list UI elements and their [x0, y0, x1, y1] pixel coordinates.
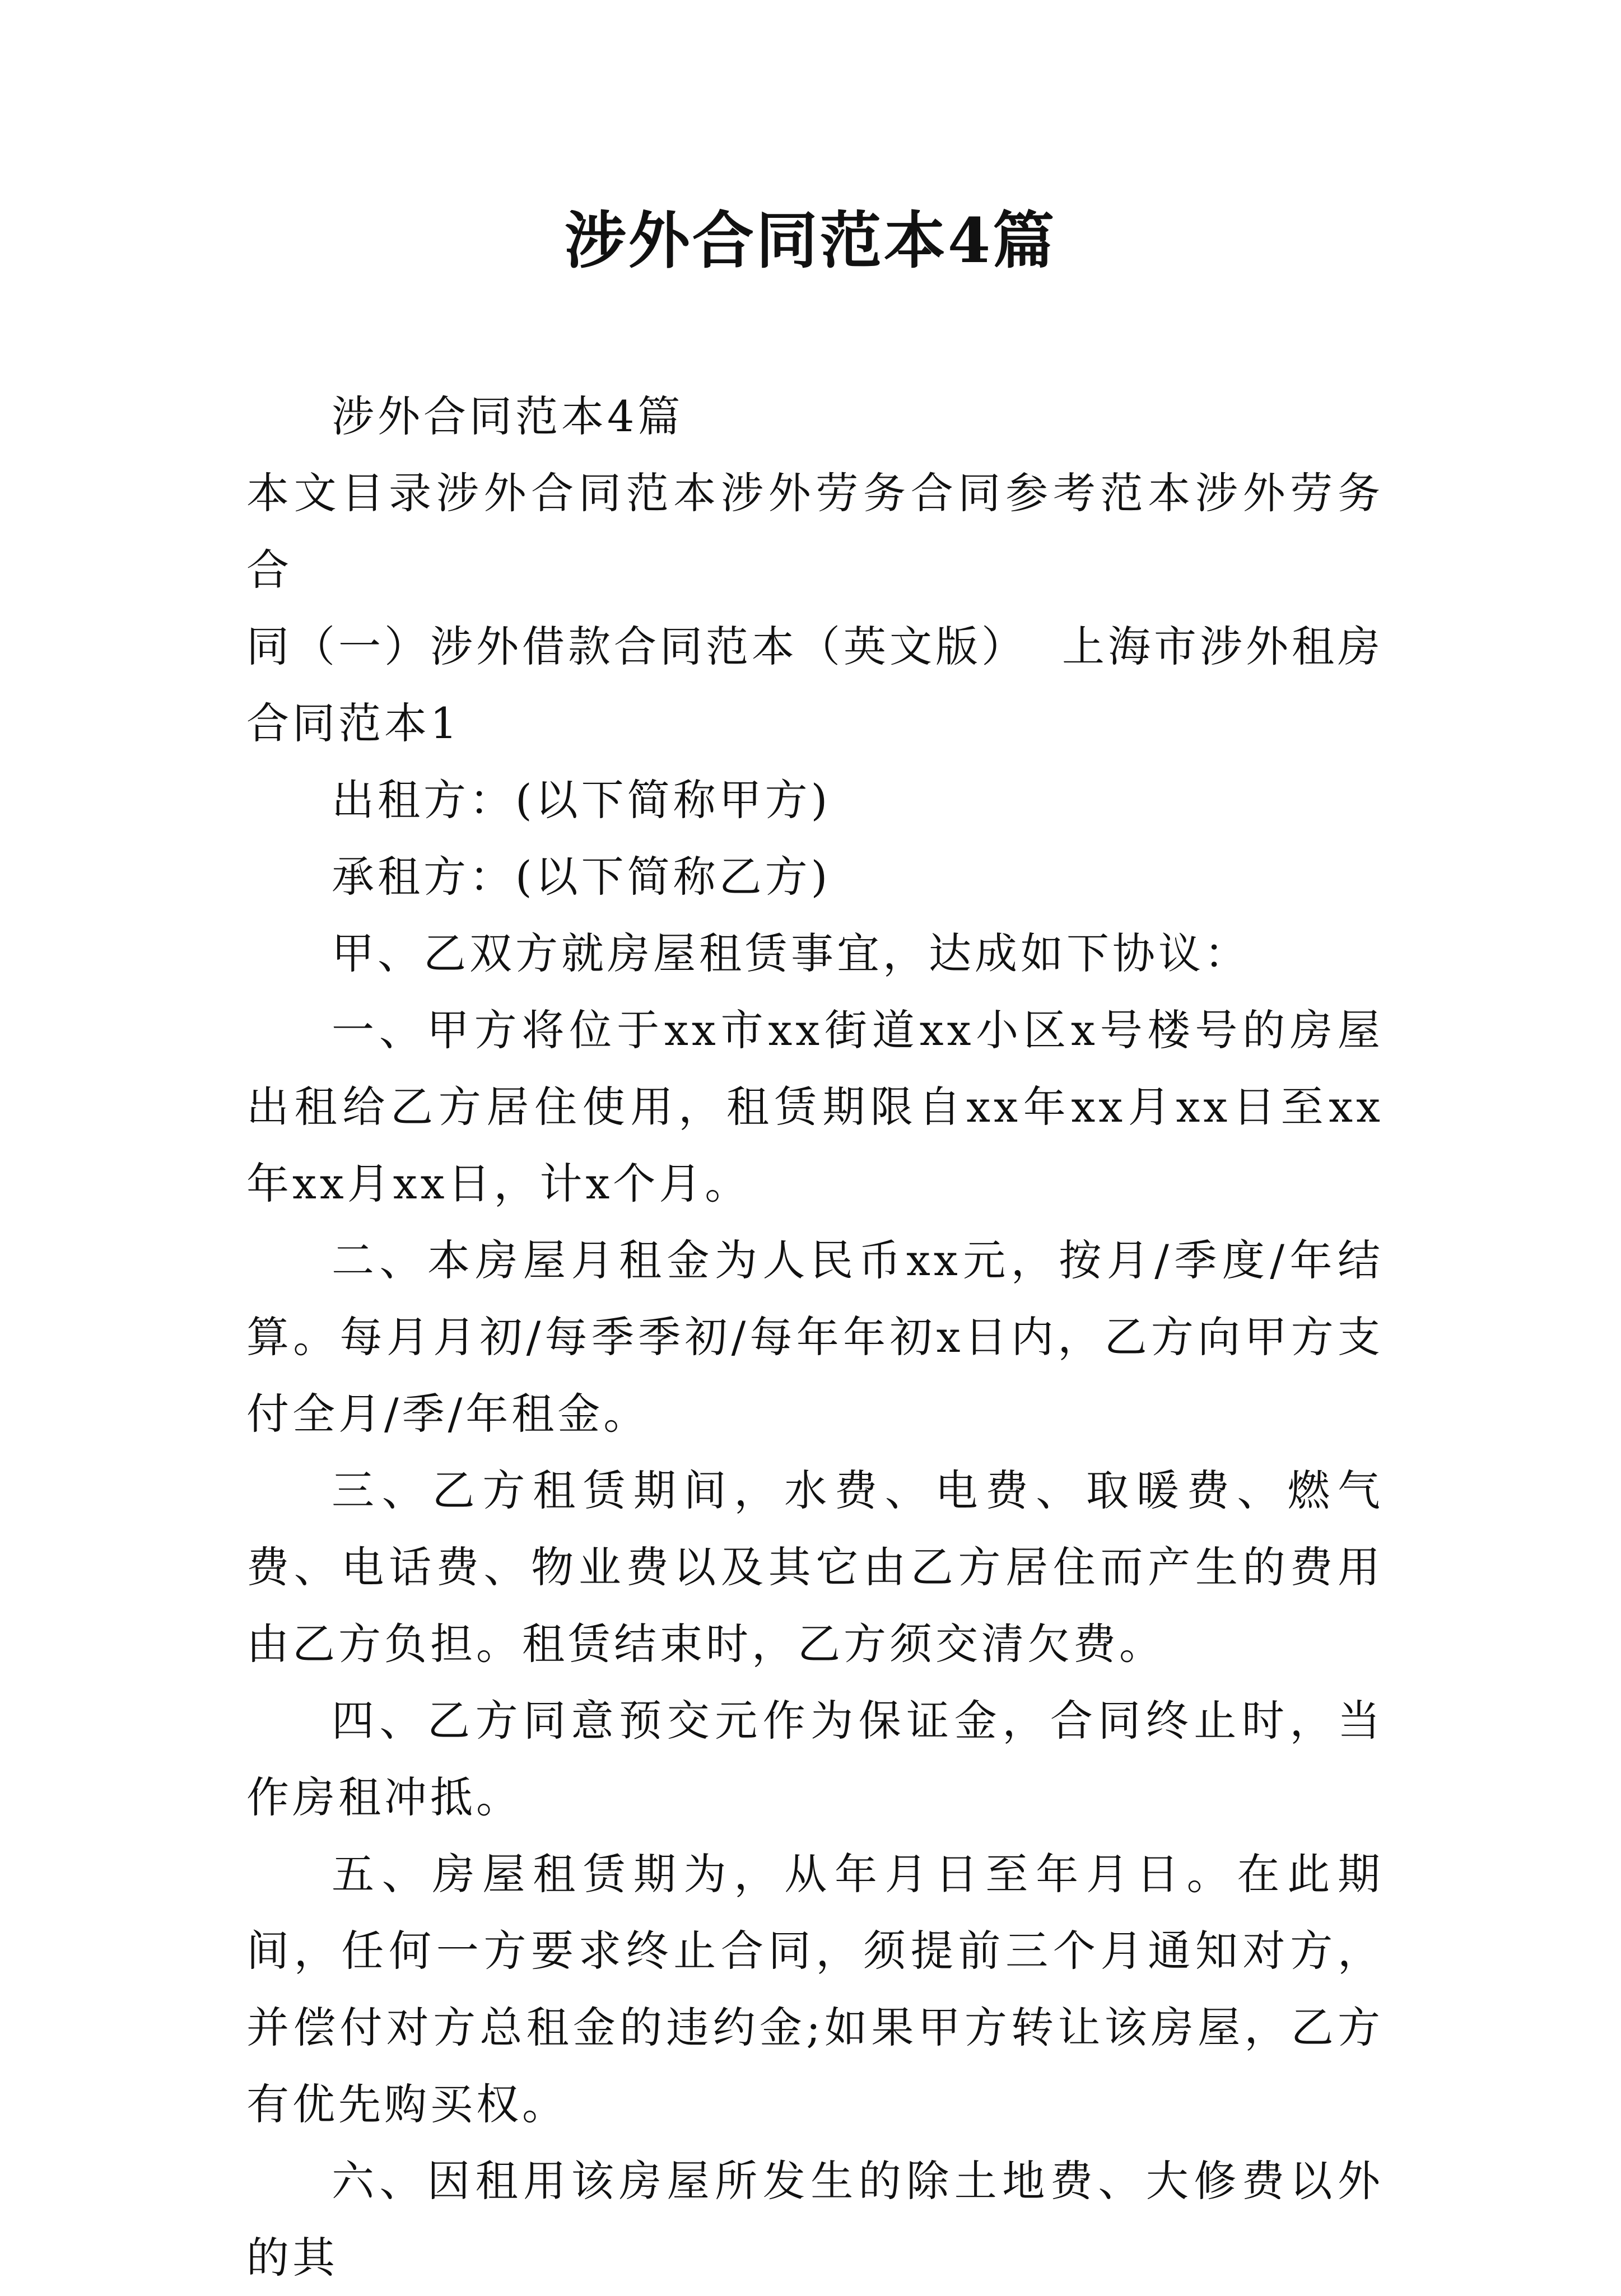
paragraph-lessee: 承租方：(以下简称乙方)	[332, 852, 831, 902]
toc-line-2-right: 上海市涉外租房	[1062, 622, 1384, 671]
paragraph-agreement-intro: 甲、乙双方就房屋租赁事宜，达成如下协议：	[332, 928, 1250, 978]
paragraph-clause-3: 三、乙方租赁期间，水费、电费、取暖费、燃气费、电话费、物业费以及其它由乙方居住而产生的费用由乙方负担。租赁结束时，乙方须交清欠费。	[246, 1466, 1384, 1669]
paragraph-clause-4: 四、乙方同意预交元作为保证金，合同终止时，当作房租冲抵。	[246, 1696, 1384, 1822]
document-title: 涉外合同范本4篇	[564, 204, 1057, 277]
paragraph-lessor: 出租方：(以下简称甲方)	[332, 775, 831, 825]
paragraph-clause-5: 五、房屋租赁期为，从年月日至年月日。在此期间，任何一方要求终止合同，须提前三个月通知对方，并偿付对方总租金的违约金;如果甲方转让该房屋，乙方有优先购买权。	[246, 1849, 1384, 2129]
paragraph-clause-6: 六、因租用该房屋所发生的除土地费、大修费以外的其	[246, 2156, 1384, 2283]
toc-line-3: 合同范本1	[246, 698, 461, 748]
toc-line-2	[246, 608, 1384, 685]
paragraph-clause-1: 一、甲方将位于xx市xx街道xx小区x号楼号的房屋出租给乙方居住使用，租赁期限自xx年xx月xx日至xx年xx月xx日，计x个月。	[246, 1005, 1384, 1208]
toc-line-2-left: 同（一）涉外借款合同范本（英文版）	[246, 622, 1027, 671]
document-body	[246, 378, 1384, 2296]
document-subtitle: 涉外合同范本4篇	[332, 391, 684, 441]
toc-line-1: 本文目录涉外合同范本涉外劳务合同参考范本涉外劳务合	[246, 468, 1384, 595]
paragraph-clause-2: 二、本房屋月租金为人民币xx元，按月/季度/年结算。每月月初/每季季初/每年年初x日内，乙方向甲方支付全月/季/年租金。	[246, 1235, 1384, 1439]
